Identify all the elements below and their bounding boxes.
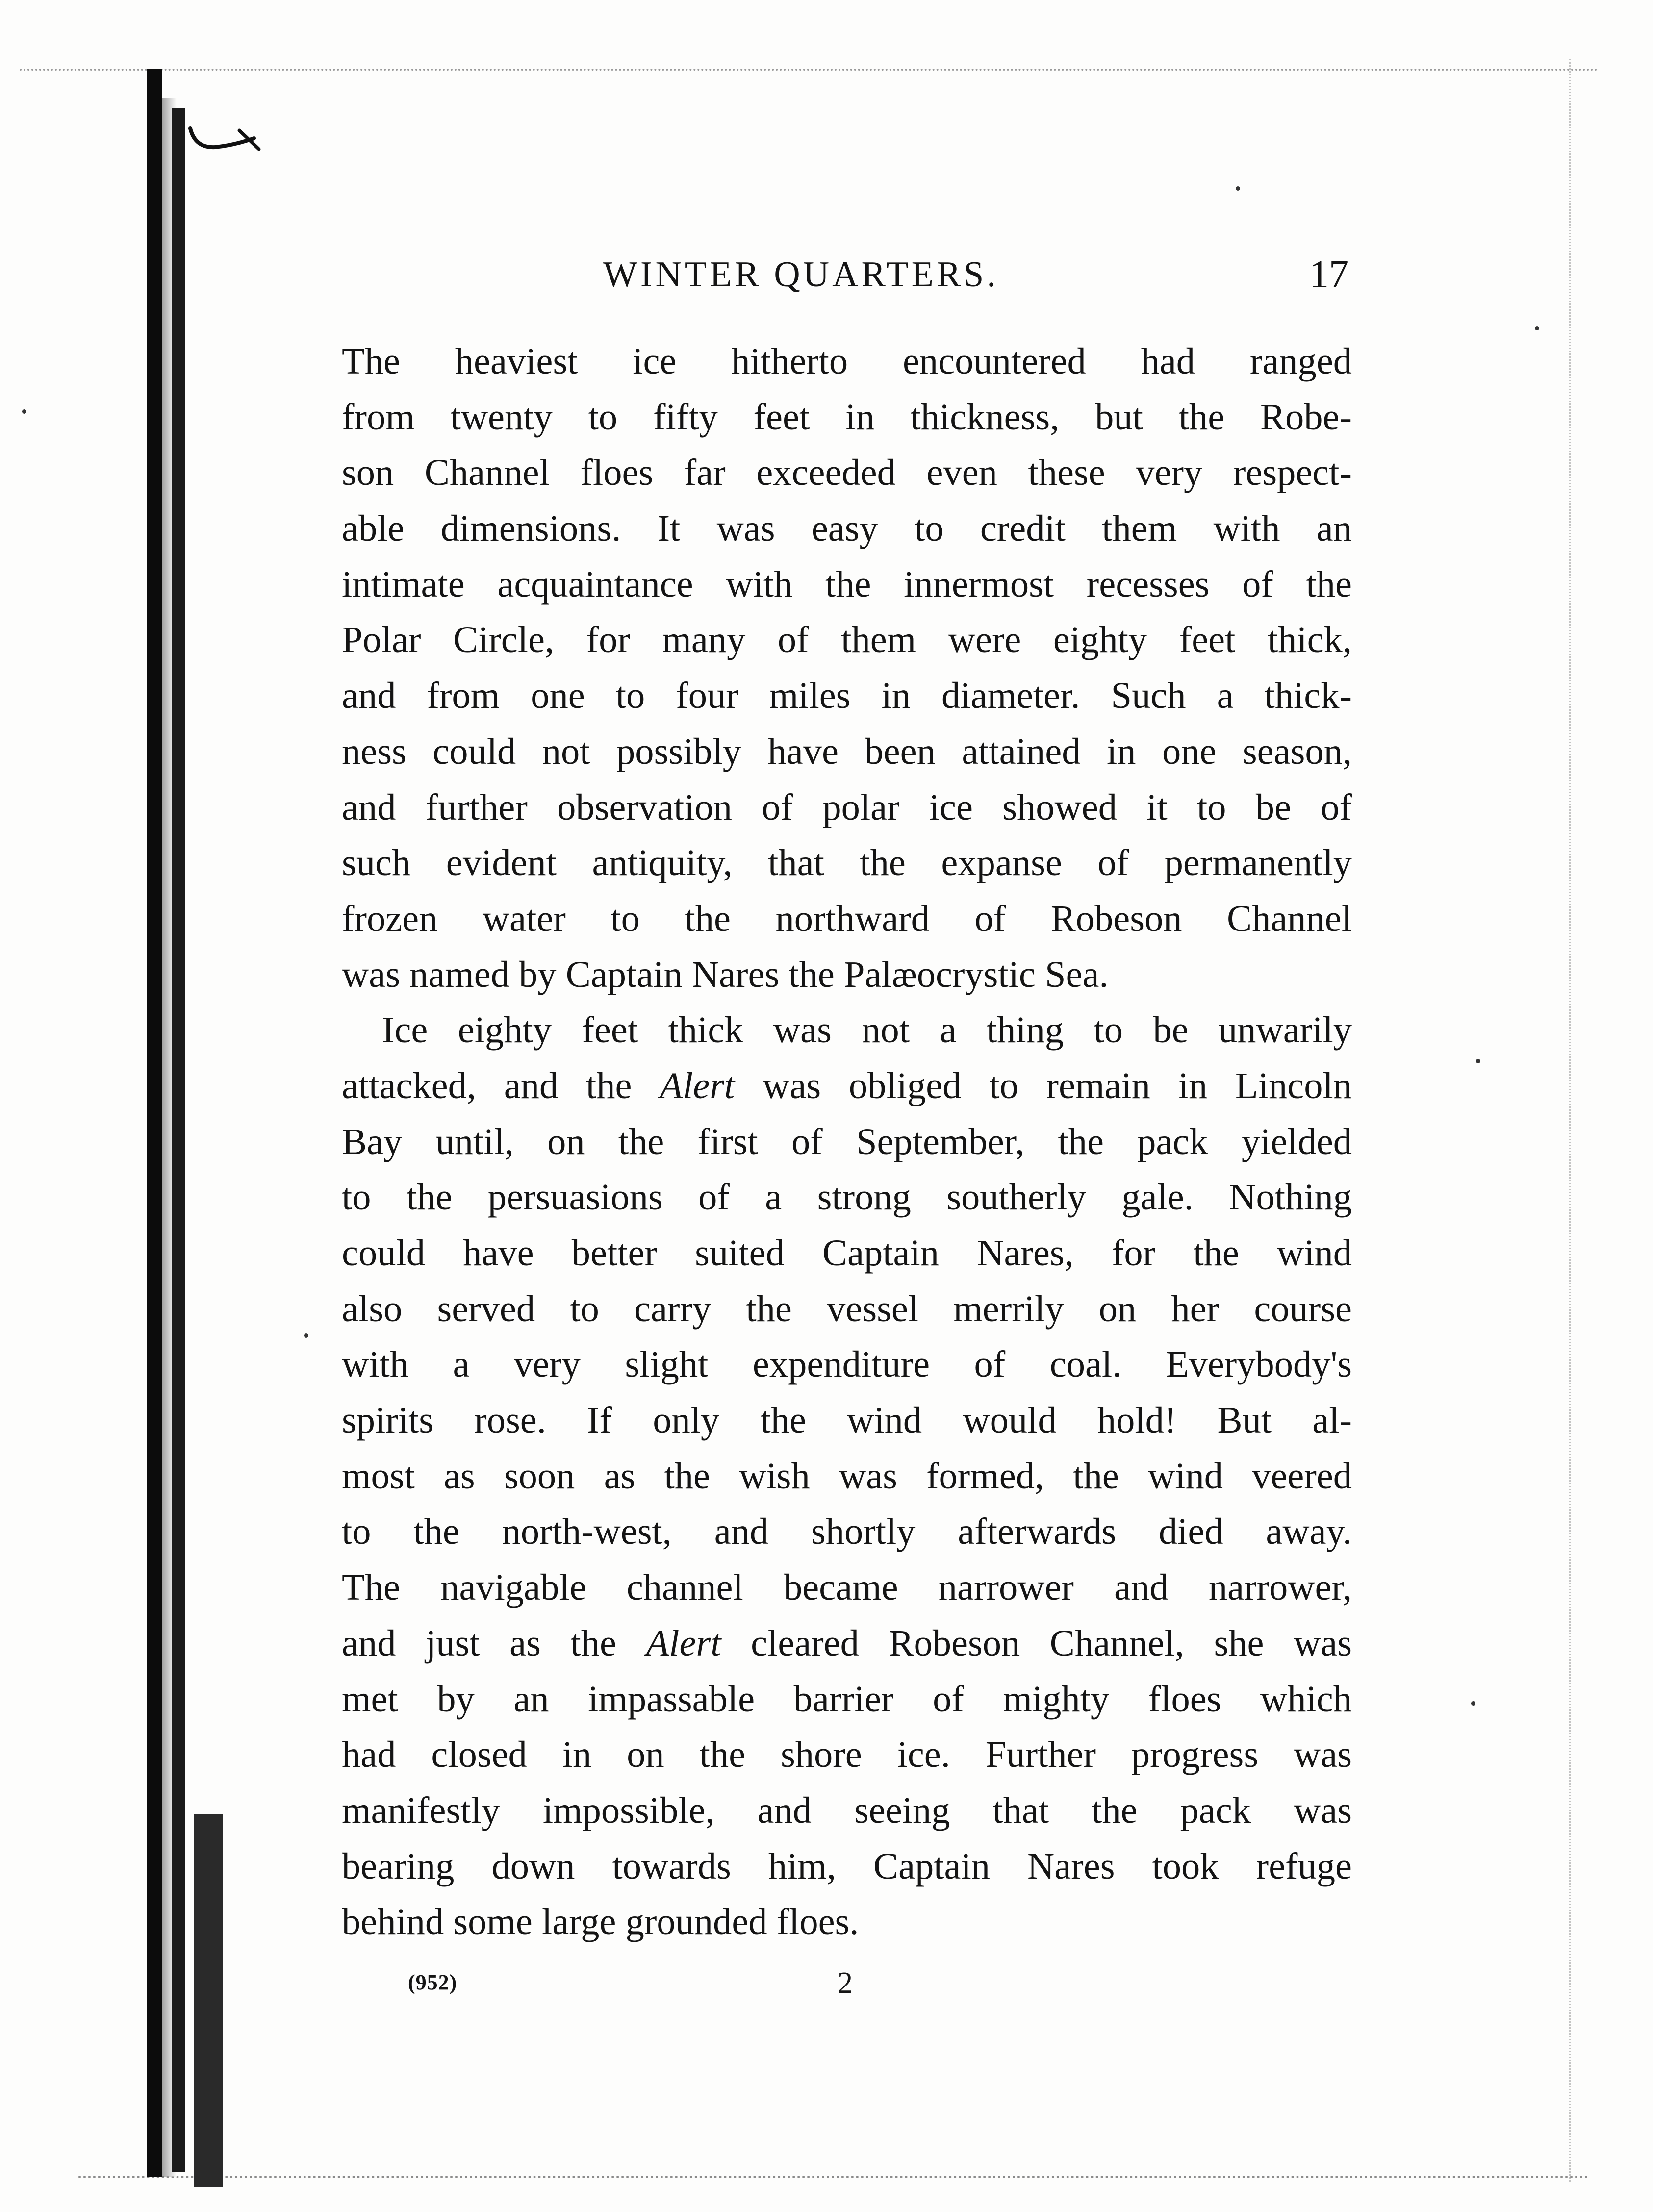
binding-edge-line	[147, 69, 162, 2177]
page-bottom-edge	[78, 2176, 1589, 2178]
text-line: most as soon as the wish was formed, the wind veered	[342, 1455, 1352, 1497]
text-line: with a very slight expenditure of coal. Everybody's	[342, 1343, 1352, 1385]
text-line: could have better suited Captain Nares, for the wind	[342, 1232, 1352, 1274]
print-speck	[22, 409, 26, 414]
text-line: had closed in on the shore ice. Further progress was	[342, 1734, 1352, 1776]
text-line: intimate acquaintance with the innermost recesses of the	[342, 563, 1352, 605]
text-line: and from one to four miles in diameter. Such a thick-	[342, 675, 1352, 717]
page-top-edge	[20, 69, 1599, 71]
text-line: The heaviest ice hitherto encountered had ranged	[342, 340, 1352, 382]
print-speck	[1236, 186, 1240, 191]
print-speck	[304, 1333, 308, 1338]
text-line: and just as the Alert cleared Robeson Channel, she was	[342, 1622, 1352, 1664]
text-line: frozen water to the northward of Robeson Channel	[342, 897, 1352, 939]
text-line: to the north-west, and shortly afterwards died away.	[342, 1510, 1352, 1553]
text-line: such evident antiquity, that the expanse of permanently	[342, 842, 1352, 884]
text-line: Bay until, on the first of September, the pack yielded	[342, 1120, 1352, 1162]
text-line: was named by Captain Nares the Palæocrystic Sea.	[342, 953, 1109, 995]
ship-name: Alert	[660, 1064, 735, 1106]
text-line: met by an impassable barrier of mighty floes which	[342, 1678, 1352, 1720]
page-right-edge	[1569, 59, 1571, 2182]
signature-mark: (952)	[408, 1970, 458, 1994]
text-line: ness could not possibly have been attained in one season,	[342, 730, 1352, 772]
text-line: also served to carry the vessel merrily on her course	[342, 1287, 1352, 1330]
paragraph	[342, 1002, 1352, 1950]
body-text	[342, 333, 1352, 1950]
text-line: and further observation of polar ice showed it to be of	[342, 786, 1352, 828]
print-speck	[1535, 326, 1539, 330]
binding-edge-line	[172, 108, 185, 2172]
pen-mark-icon	[185, 124, 264, 158]
text-line: able dimensions. It was easy to credit them with an	[342, 507, 1352, 550]
print-speck	[1471, 1701, 1475, 1706]
text-line: spirits rose. If only the wind would hold! But al-	[342, 1399, 1352, 1441]
text-line: attacked, and the Alert was obliged to remain in Lincoln	[342, 1064, 1352, 1106]
text-line: son Channel floes far exceeded even these very respect-	[342, 452, 1352, 494]
page-header	[603, 248, 1348, 302]
text-line: Ice eighty feet thick was not a thing to be unwarily	[382, 1009, 1352, 1051]
text-line: manifestly impossible, and seeing that the pack was	[342, 1789, 1352, 1831]
running-head: WINTER QUARTERS.	[603, 254, 999, 295]
text-line: The navigable channel became narrower and narrower,	[342, 1566, 1352, 1609]
text-line: from twenty to fifty feet in thickness, but the Robe-	[342, 396, 1352, 438]
ship-name: Alert	[646, 1622, 721, 1664]
text-line: bearing down towards him, Captain Nares took refuge	[342, 1845, 1352, 1887]
text-line: to the persuasions of a strong southerly gale. Nothing	[342, 1176, 1352, 1218]
text-line: behind some large grounded floes.	[342, 1901, 859, 1943]
paragraph	[342, 333, 1352, 1002]
binding-edge-line	[194, 1814, 223, 2187]
folio-number: 2	[838, 1966, 853, 2000]
print-speck	[1476, 1059, 1480, 1063]
text-line: Polar Circle, for many of them were eighty feet thick,	[342, 619, 1352, 661]
page-number: 17	[1309, 253, 1348, 296]
